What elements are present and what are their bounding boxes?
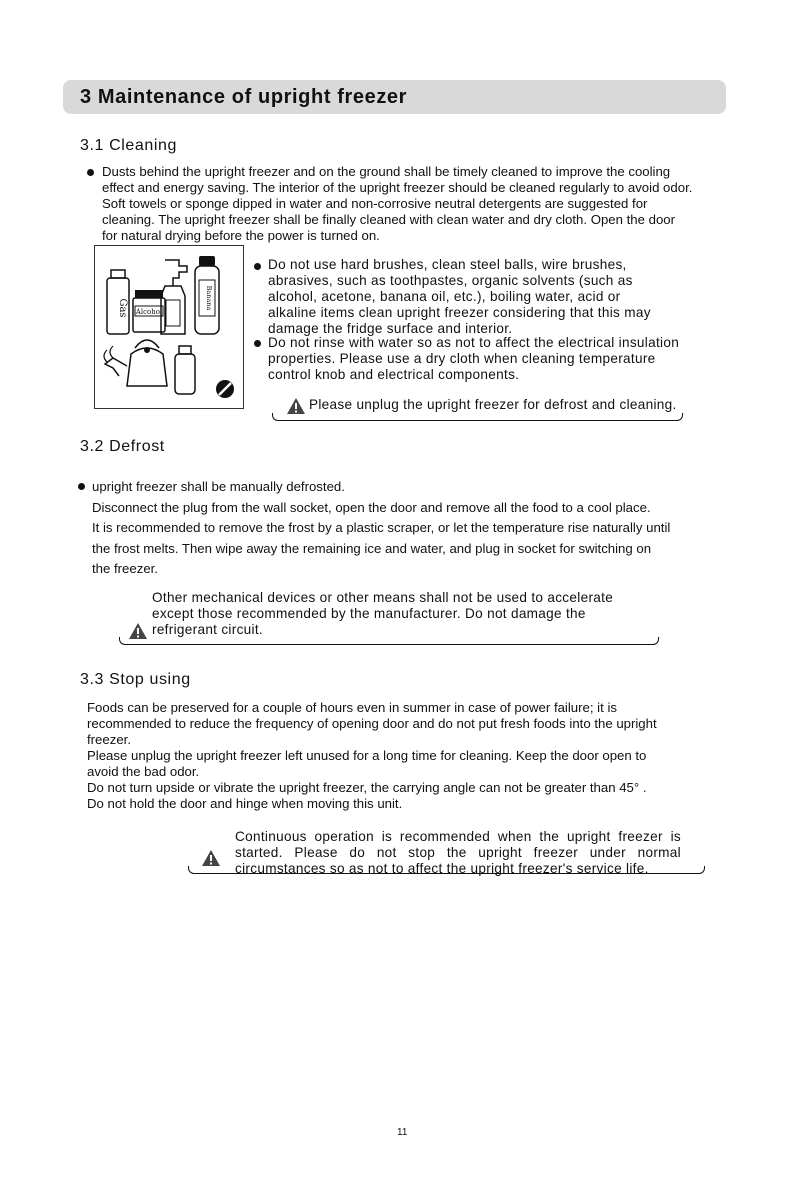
warning-bracket-right (648, 637, 659, 645)
warning-bracket-right (672, 413, 683, 421)
warning-icon (286, 397, 306, 415)
warning-icon (201, 849, 221, 867)
warning-underline (278, 420, 675, 421)
heading-stop-using: 3.3 Stop using (80, 671, 191, 688)
cleaning-products-illustration (94, 245, 244, 409)
defrost-paragraph: upright freezer shall be manually defrosted. Disconnect the plug from the wall socket, open the door and remove all the food to a cool place. It is recommended to remove the frost by a plastic scraper, or let the temperature rise naturally until the frost melts. Then wipe away the remaining ice and water, and plug in socket for switching on the freezer. (92, 479, 671, 576)
cleaning-paragraph: Dusts behind the upright freezer and on the ground shall be timely cleaned to improve the cooling effect and energy saving. The interior of the upright freezer should be cleaned regularly to avoid odor. Soft towels or sponge dipped in water and non-corrosive neutral detergents are suggested for cleaning. The upright freezer shall be finally cleaned with clean water and dry cloth. Open the door for natural drying before the power is turned on. (102, 164, 693, 243)
alcohol-label: Alcohol (135, 308, 163, 316)
cleaning-warning-list: Do not use hard brushes, clean steel balls, wire brushes, abrasives, such as toothpastes, organic solvents (such as alcohol, acetone, banana oil, etc.), boiling water, acid or alkaline items clean upright freezer considering that this may damage the fridge surface and interior. (268, 257, 651, 336)
unplug-warning: Please unplug the upright freezer for defrost and cleaning. (309, 397, 677, 412)
gas-label: Gas (117, 298, 128, 318)
heading-defrost: 3.2 Defrost (80, 438, 165, 455)
bullet-icon (87, 169, 94, 176)
heading-cleaning: 3.1 Cleaning (80, 137, 178, 154)
section-title: 3 Maintenance of upright freezer (80, 86, 408, 108)
rinse-warning-list: Do not rinse with water so as not to affect the electrical insulation properties. Please use a dry cloth when cleaning temperature control knob and electrical components. (268, 335, 680, 382)
warning-underline (125, 644, 654, 645)
continuous-operation-warning: Continuous operation is recommended when the upright freezer is started. Please do not stop the upright freezer under normal circumstances so as not to affect the upright freezer's service life. (235, 829, 681, 876)
banana-label: Banana (205, 285, 213, 311)
warning-icon (128, 622, 148, 640)
page-number: 11 (397, 1127, 408, 1138)
bullet-icon (78, 483, 85, 490)
warning-bracket-right (694, 866, 705, 874)
bullet-icon (254, 340, 261, 347)
cleaning-products-image (95, 246, 243, 408)
warning-underline (194, 873, 698, 874)
bullet-icon (254, 263, 261, 270)
stop-using-paragraph: Foods can be preserved for a couple of hours even in summer in case of power failure; it is recommended to reduce the frequency of opening door and do not put fresh foods into the upright freezer. Please unplug the upright freezer left unused for a long time for cleaning. Keep the door open to avoid the bad odor. Do not turn upside or vibrate the upright freezer, the carrying angle can not be greater than 45° . Do not hold the door and hinge when moving this unit. (87, 700, 657, 811)
defrost-warning: Other mechanical devices or other means shall not be used to accelerate except those recommended by the manufacturer. Do not damage the refrigerant circuit. (152, 590, 614, 637)
